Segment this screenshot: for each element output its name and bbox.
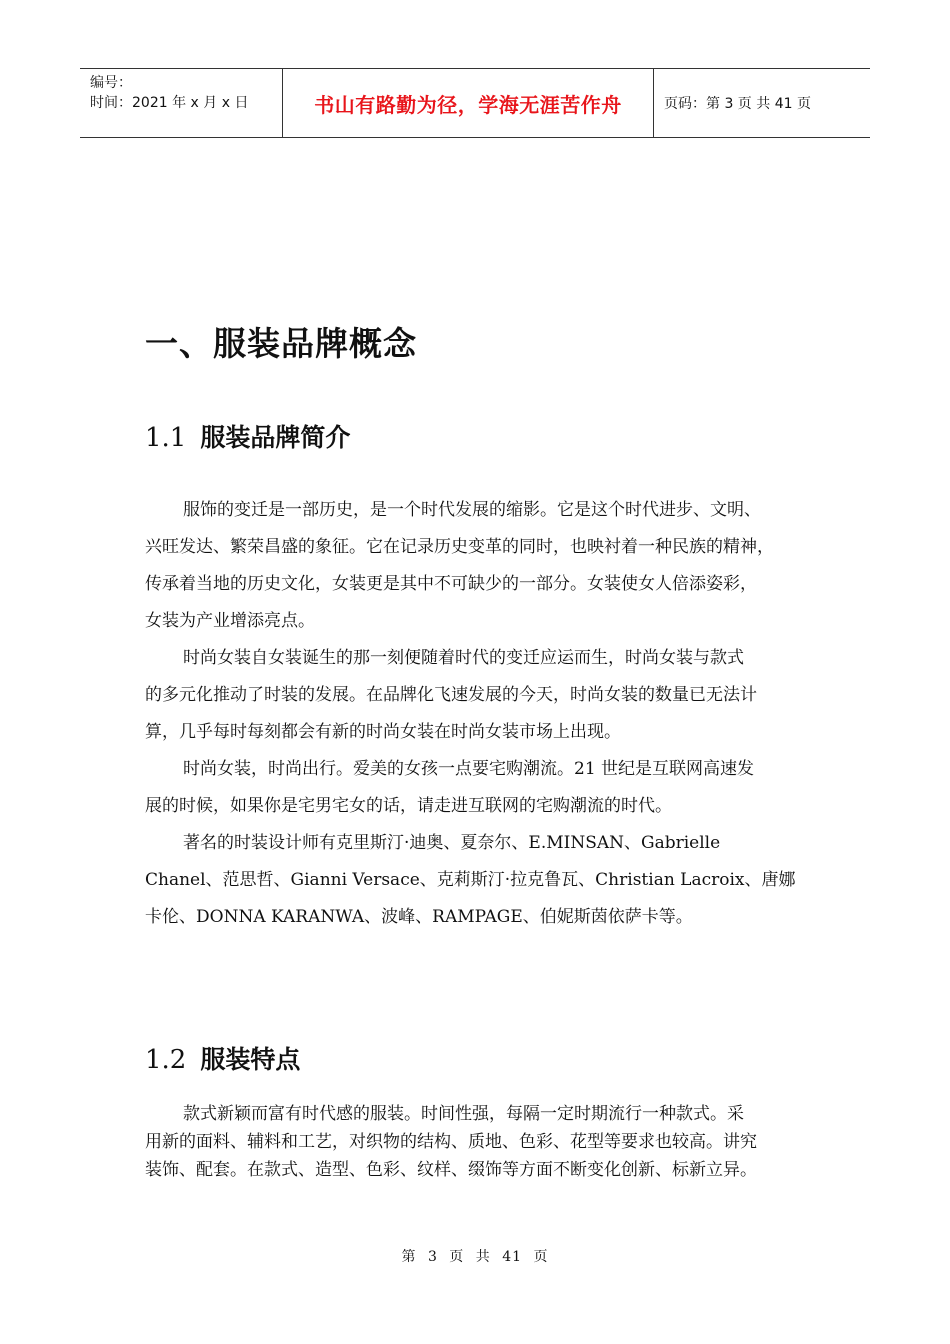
paragraph-line: 时尚女装，时尚出行。爱美的女孩一点要宅购潮流。21 世纪是互联网高速发 xyxy=(183,759,755,779)
paragraph-line: 算，几乎每时每刻都会有新的时尚女装在时尚女装市场上出现。 xyxy=(145,722,621,742)
paragraph-line: 传承着当地的历史文化，女装更是其中不可缺少的一部分。女装使女人倍添姿彩， xyxy=(145,574,757,594)
paragraph-line: 用新的面料、辅料和工艺，对织物的结构、质地、色彩、花型等要求也较高。讲究 xyxy=(145,1132,757,1152)
time-label: 时间：2021 年 x 月 x 日 xyxy=(90,95,249,111)
header-meta xyxy=(80,69,282,137)
paragraph-line: Chanel、范思哲、Gianni Versace、克莉斯汀·拉克鲁瓦、Christian Lacroix、唐娜 xyxy=(145,870,796,890)
section-title: 服装品牌简介 xyxy=(200,423,351,452)
section-2-body xyxy=(145,1100,810,1184)
paragraph-line: 著名的时装设计师有克里斯汀·迪奥、夏奈尔、E.MINSAN、Gabrielle xyxy=(183,833,721,853)
paragraph-line: 时尚女装自女装诞生的那一刻便随着时代的变迁应运而生，时尚女装与款式 xyxy=(183,648,744,668)
paragraph-line: 的多元化推动了时装的发展。在品牌化飞速发展的今天，时尚女装的数量已无法计 xyxy=(145,685,757,705)
section-heading-1 xyxy=(145,418,350,454)
paragraph-line: 卡伦、DONNA KARANWA、波峰、RAMPAGE、伯妮斯茵依萨卡等。 xyxy=(145,907,693,927)
section-number: 1.1 xyxy=(145,423,187,453)
paragraph-line: 展的时候，如果你是宅男宅女的话，请走进互联网的宅购潮流的时代。 xyxy=(145,796,672,816)
section-heading-2 xyxy=(145,1040,300,1076)
page-footer: 第 3 页 共 41 页 xyxy=(401,1249,549,1265)
header-motto: 书山有路勤为径，学海无涯苦作舟 xyxy=(282,69,654,137)
document-header xyxy=(80,68,870,138)
section-1-body xyxy=(145,492,810,936)
paragraph-line: 兴旺发达、繁荣昌盛的象征。它在记录历史变革的同时，也映衬着一种民族的精神， xyxy=(145,537,774,557)
chapter-title: 一、服装品牌概念 xyxy=(145,324,417,363)
section-number: 1.2 xyxy=(145,1045,187,1075)
number-label: 编号： xyxy=(90,75,132,91)
paragraph-line: 装饰、配套。在款式、造型、色彩、纹样、缀饰等方面不断变化创新、标新立异。 xyxy=(145,1160,757,1180)
paragraph-line: 服饰的变迁是一部历史，是一个时代发展的缩影。它是这个时代进步、文明、 xyxy=(183,500,761,520)
header-page-info: 页码：第 3 页 共 41 页 xyxy=(664,96,811,112)
section-title: 服装特点 xyxy=(200,1045,301,1074)
paragraph-line: 款式新颖而富有时代感的服装。时间性强，每隔一定时期流行一种款式。采 xyxy=(183,1104,744,1124)
paragraph-line: 女装为产业增添亮点。 xyxy=(145,611,315,631)
